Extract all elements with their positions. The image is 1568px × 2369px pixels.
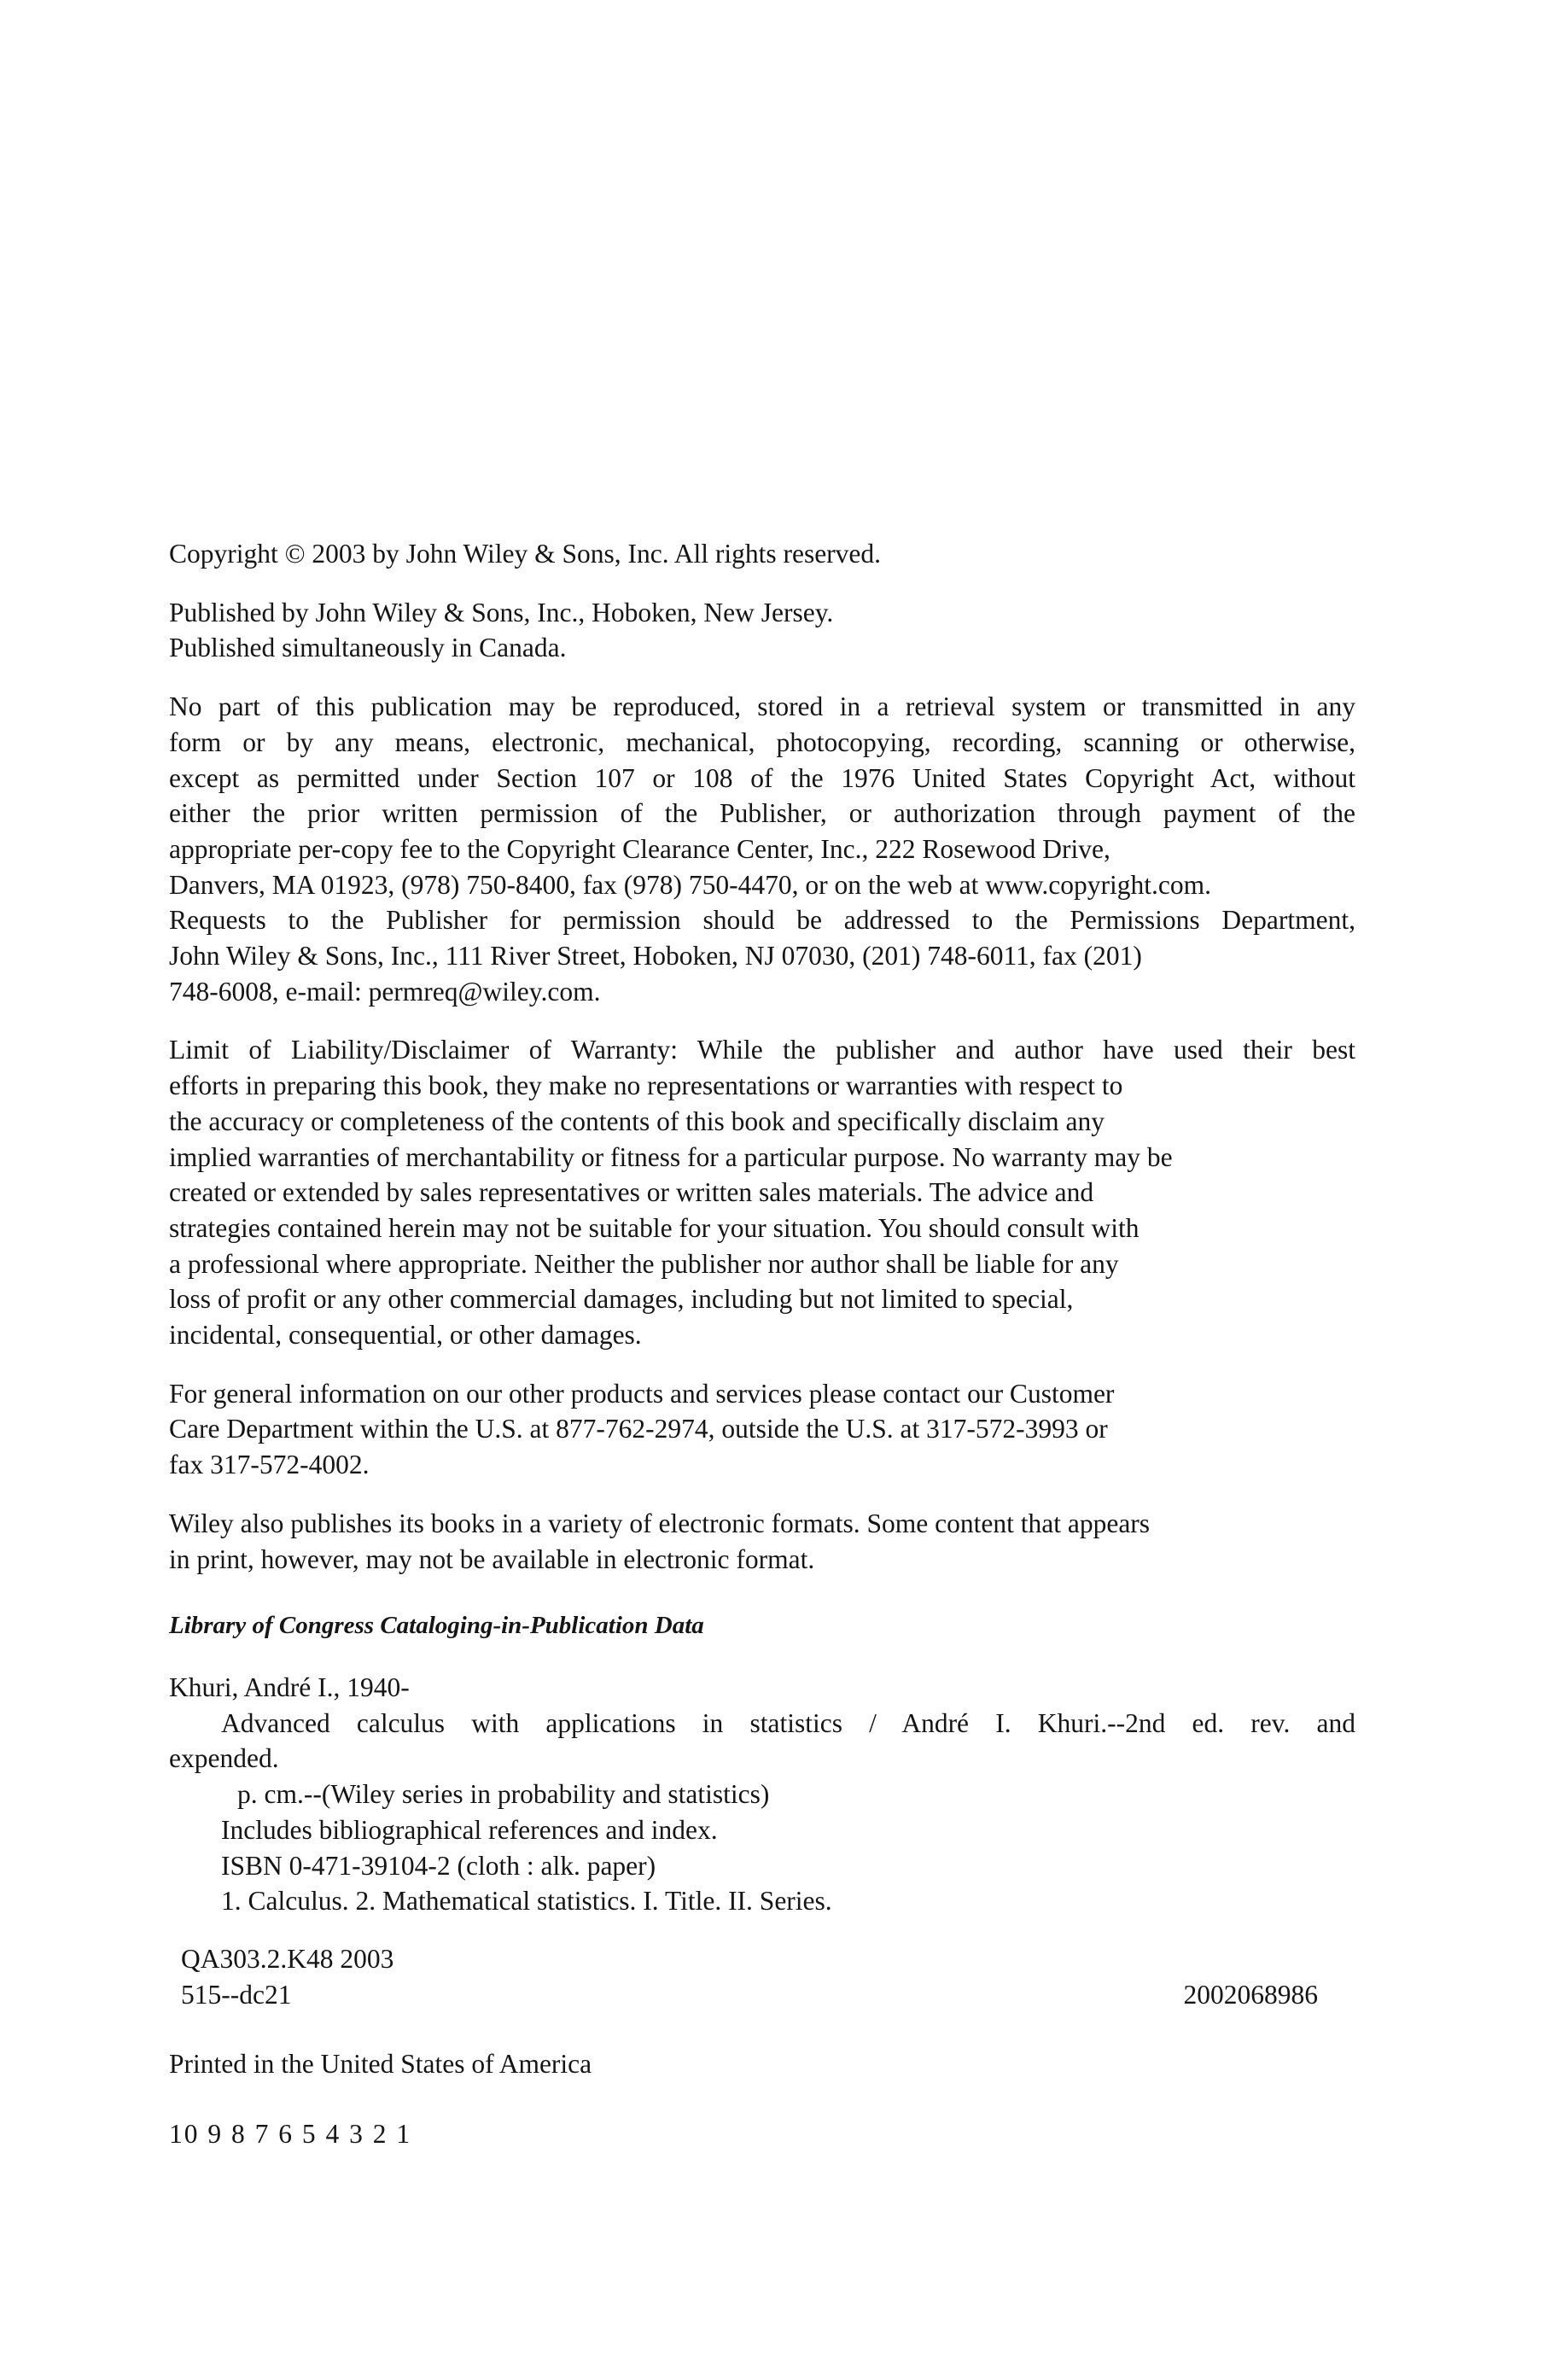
cip-heading: Library of Congress Cataloging-in-Publication Data bbox=[169, 1612, 704, 1640]
permissions-line: except as permitted under Section 107 or 108 of the 1976 United States Copyright Act, without bbox=[169, 762, 1355, 793]
permissions-line: Requests to the Publisher for permission should be addressed to the Permissions Department, bbox=[169, 905, 1355, 936]
cip-pages: p. cm.--(Wiley series in probability and statistics) bbox=[237, 1779, 770, 1810]
printed-in: Printed in the United States of America bbox=[169, 2049, 592, 2080]
disclaimer-line: loss of profit or any other commercial damages, including but not limited to special, bbox=[169, 1284, 1074, 1315]
cip-classification bbox=[169, 1941, 1355, 2012]
cip-isbn: ISBN 0-471-39104-2 (cloth : alk. paper) bbox=[221, 1850, 656, 1881]
printing-info bbox=[169, 2046, 1355, 2151]
customer-care-line: For general information on our other products and services please contact our Customer bbox=[169, 1378, 1115, 1409]
cip-includes: Includes bibliographical references and index. bbox=[221, 1814, 718, 1845]
permissions-line: either the prior written permission of the Publisher, or authorization through payment of the bbox=[169, 798, 1355, 829]
permissions-line: form or by any means, electronic, mechanical, photocopying, recording, scanning or otherwise, bbox=[169, 726, 1355, 757]
electronic-formats-line: in print, however, may not be available in electronic format. bbox=[169, 1543, 815, 1574]
cip-subjects: 1. Calculus. 2. Mathematical statistics. I. Title. II. Series. bbox=[221, 1886, 832, 1917]
customer-care-line: fax 317-572-4002. bbox=[169, 1450, 370, 1480]
permissions-line: 748-6008, e-mail: permreq@wiley.com. bbox=[169, 976, 601, 1007]
disclaimer-line: implied warranties of merchantability or fitness for a particular purpose. No warranty may be bbox=[169, 1141, 1173, 1172]
disclaimer-line: incidental, consequential, or other damages. bbox=[169, 1320, 642, 1351]
cip-block bbox=[169, 1608, 1355, 2012]
publisher-line-1: Published by John Wiley & Sons, Inc., Hoboken, New Jersey. bbox=[169, 597, 834, 627]
cip-dewey: 515--dc21 bbox=[181, 1979, 292, 2010]
permissions-line: appropriate per-copy fee to the Copyright Clearance Center, Inc., 222 Rosewood Drive, bbox=[169, 833, 1110, 864]
disclaimer-line: a professional where appropriate. Neither the publisher nor author shall be liable for any bbox=[169, 1248, 1119, 1279]
customer-care-line: Care Department within the U.S. at 877-762-2974, outside the U.S. at 317-572-3993 or bbox=[169, 1414, 1108, 1444]
permissions-line: John Wiley & Sons, Inc., 111 River Street, Hoboken, NJ 07030, (201) 748-6011, fax (201) bbox=[169, 941, 1142, 972]
cip-author: Khuri, André I., 1940- bbox=[169, 1672, 410, 1702]
cip-call-number: QA303.2.K48 2003 bbox=[181, 1943, 394, 1974]
disclaimer-line: efforts in preparing this book, they make no representations or warranties with respect to bbox=[169, 1071, 1123, 1101]
cip-title-line-1: Advanced calculus with applications in statistics / André I. Khuri.--2nd ed. rev. and bbox=[221, 1707, 1355, 1738]
electronic-formats-paragraph bbox=[169, 1506, 1355, 1577]
electronic-formats-line: Wiley also publishes its books in a variety of electronic formats. Some content that appears bbox=[169, 1508, 1151, 1538]
disclaimer-line: Limit of Liability/Disclaimer of Warranty: While the publisher and author have used their best bbox=[169, 1035, 1355, 1065]
cip-title-line-2: expended. bbox=[169, 1743, 279, 1774]
disclaimer-paragraph bbox=[169, 1032, 1355, 1352]
permissions-line: No part of this publication may be reproduced, stored in a retrieval system or transmitted in any bbox=[169, 691, 1355, 722]
disclaimer-line: the accuracy or completeness of the contents of this book and specifically disclaim any bbox=[169, 1106, 1105, 1136]
copyright-line: Copyright © 2003 by John Wiley & Sons, Inc. All rights reserved. bbox=[169, 539, 882, 569]
publisher-line-2: Published simultaneously in Canada. bbox=[169, 633, 567, 663]
disclaimer-line: created or extended by sales representatives or written sales materials. The advice and bbox=[169, 1177, 1094, 1208]
customer-care-paragraph bbox=[169, 1376, 1355, 1483]
permissions-paragraph bbox=[169, 689, 1355, 1009]
cip-lccn: 2002068986 bbox=[1183, 1979, 1318, 2010]
disclaimer-line: strategies contained herein may not be suitable for your situation. You should consult with bbox=[169, 1212, 1140, 1243]
permissions-line: Danvers, MA 01923, (978) 750-8400, fax (978) 750-4470, or on the web at www.copyright.com. bbox=[169, 869, 1211, 900]
publisher-info bbox=[169, 595, 1355, 666]
printing-number-line: 10 9 8 7 6 5 4 3 2 1 bbox=[169, 2119, 412, 2150]
copyright-page bbox=[169, 536, 1355, 2152]
copyright-notice bbox=[169, 536, 1355, 572]
